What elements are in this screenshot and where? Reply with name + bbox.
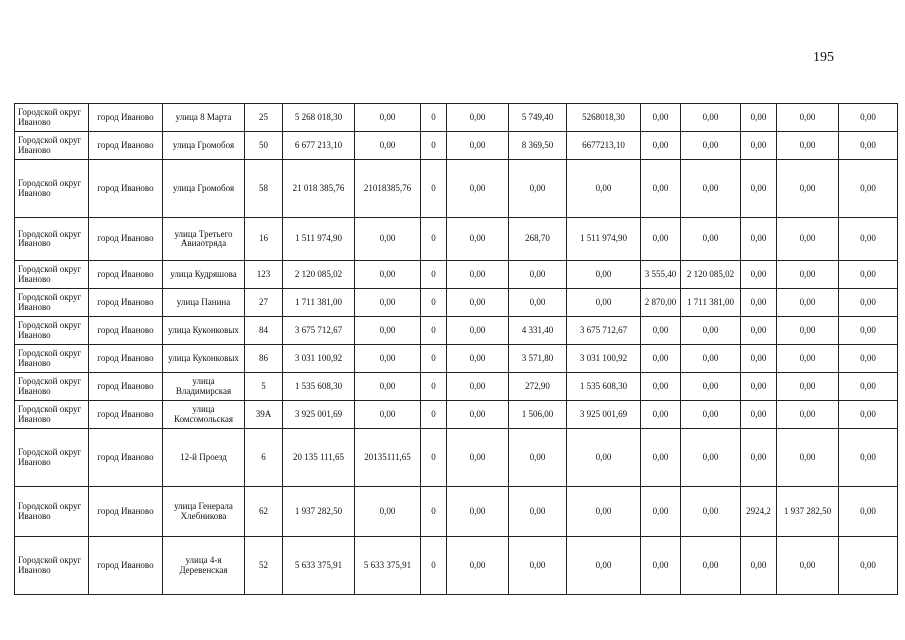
table-cell: 0,00 xyxy=(741,429,777,487)
table-cell: 0,00 xyxy=(355,401,421,429)
table-row xyxy=(15,317,898,345)
table-cell: город Иваново xyxy=(89,289,163,317)
table-cell: 3 031 100,92 xyxy=(567,345,641,373)
table-cell: 0,00 xyxy=(777,345,839,373)
table-cell: 20 135 111,65 xyxy=(283,429,355,487)
table-cell: Городской округ Иваново xyxy=(15,537,89,595)
table-cell: 0,00 xyxy=(355,373,421,401)
table-cell: 0,00 xyxy=(839,132,898,160)
table-cell: 0,00 xyxy=(447,132,509,160)
table-cell: 0,00 xyxy=(355,104,421,132)
table-cell: 0,00 xyxy=(741,289,777,317)
table-cell: 0,00 xyxy=(355,487,421,537)
table-cell: 39А xyxy=(245,401,283,429)
table-cell: 0,00 xyxy=(839,345,898,373)
table-cell: 12-й Проезд xyxy=(163,429,245,487)
table-cell: 0,00 xyxy=(567,487,641,537)
table-cell: 1 535 608,30 xyxy=(567,373,641,401)
table-cell: 0,00 xyxy=(839,487,898,537)
table-cell: 0,00 xyxy=(741,373,777,401)
table-cell: улица Комсомольская xyxy=(163,401,245,429)
data-table xyxy=(14,103,898,595)
table-cell: 0,00 xyxy=(509,289,567,317)
table-cell: улица Громобоя xyxy=(163,160,245,218)
table-cell: 0,00 xyxy=(447,429,509,487)
table-row xyxy=(15,261,898,289)
table-cell: 21 018 385,76 xyxy=(283,160,355,218)
table-cell: 1 511 974,90 xyxy=(283,218,355,261)
table-cell: 0,00 xyxy=(839,429,898,487)
table-cell: 0,00 xyxy=(777,537,839,595)
table-cell: 0,00 xyxy=(567,160,641,218)
table-cell: 0,00 xyxy=(447,104,509,132)
table-cell: 0,00 xyxy=(509,429,567,487)
table-cell: 0,00 xyxy=(447,487,509,537)
table-cell: 1 937 282,50 xyxy=(777,487,839,537)
table-cell: 0,00 xyxy=(681,132,741,160)
table-cell: 2924,2 xyxy=(741,487,777,537)
table-cell: 0 xyxy=(421,317,447,345)
table-cell: 0,00 xyxy=(681,487,741,537)
table-cell: 0,00 xyxy=(641,218,681,261)
table-cell: 0 xyxy=(421,261,447,289)
table-cell: 0,00 xyxy=(355,261,421,289)
table-row xyxy=(15,289,898,317)
table-cell: 0,00 xyxy=(681,537,741,595)
table-cell: 0,00 xyxy=(777,317,839,345)
table-cell: 0,00 xyxy=(447,537,509,595)
table-cell: 0,00 xyxy=(447,373,509,401)
table-cell: город Иваново xyxy=(89,132,163,160)
table-cell: 0,00 xyxy=(741,537,777,595)
table-cell: 0,00 xyxy=(447,261,509,289)
table-cell: улица Третьего Авиаотряда xyxy=(163,218,245,261)
table-cell: 0,00 xyxy=(681,104,741,132)
table-cell: 0,00 xyxy=(447,160,509,218)
table-cell: улица Куконковых xyxy=(163,345,245,373)
table-cell: 0,00 xyxy=(839,401,898,429)
table-cell: 0,00 xyxy=(641,317,681,345)
table-cell: 0,00 xyxy=(777,429,839,487)
table-cell: 0 xyxy=(421,537,447,595)
table-cell: 0,00 xyxy=(509,160,567,218)
table-row xyxy=(15,537,898,595)
table-cell: 3 555,40 xyxy=(641,261,681,289)
table-cell: 27 xyxy=(245,289,283,317)
table-cell: 0,00 xyxy=(741,104,777,132)
table-row xyxy=(15,429,898,487)
table-cell: 0,00 xyxy=(567,261,641,289)
table-cell: 0 xyxy=(421,132,447,160)
table-cell: 6677213,10 xyxy=(567,132,641,160)
table-cell: улица Громобоя xyxy=(163,132,245,160)
table-cell: 21018385,76 xyxy=(355,160,421,218)
table-cell: Городской округ Иваново xyxy=(15,487,89,537)
table-cell: 0,00 xyxy=(641,345,681,373)
table-cell: 272,90 xyxy=(509,373,567,401)
table-cell: 62 xyxy=(245,487,283,537)
table-cell: 0,00 xyxy=(839,218,898,261)
table-cell: 0,00 xyxy=(741,261,777,289)
table-cell: 0,00 xyxy=(777,218,839,261)
table-cell: Городской округ Иваново xyxy=(15,401,89,429)
table-row xyxy=(15,104,898,132)
table-cell: 0,00 xyxy=(567,289,641,317)
table-cell: улица 8 Марта xyxy=(163,104,245,132)
table-cell: 0,00 xyxy=(741,345,777,373)
table-cell: 0 xyxy=(421,487,447,537)
table-cell: 3 925 001,69 xyxy=(567,401,641,429)
table-cell: 3 675 712,67 xyxy=(283,317,355,345)
table-cell: город Иваново xyxy=(89,373,163,401)
table-cell: 20135111,65 xyxy=(355,429,421,487)
table-cell: 0 xyxy=(421,160,447,218)
table-cell: 5268018,30 xyxy=(567,104,641,132)
table-cell: Городской округ Иваново xyxy=(15,104,89,132)
table-cell: 0,00 xyxy=(447,218,509,261)
table-cell: 2 870,00 xyxy=(641,289,681,317)
table-cell: 0,00 xyxy=(355,132,421,160)
table-cell: 84 xyxy=(245,317,283,345)
table-cell: 0,00 xyxy=(777,289,839,317)
table-cell: 0,00 xyxy=(839,317,898,345)
table-cell: 0,00 xyxy=(839,160,898,218)
table-cell: улица Генерала Хлебникова xyxy=(163,487,245,537)
table-cell: 52 xyxy=(245,537,283,595)
table-cell: 0,00 xyxy=(509,261,567,289)
table-cell: город Иваново xyxy=(89,218,163,261)
table-cell: Городской округ Иваново xyxy=(15,132,89,160)
table-cell: 123 xyxy=(245,261,283,289)
table-cell: 2 120 085,02 xyxy=(681,261,741,289)
table-cell: 1 535 608,30 xyxy=(283,373,355,401)
table-cell: 5 xyxy=(245,373,283,401)
table-cell: город Иваново xyxy=(89,160,163,218)
table-cell: 0,00 xyxy=(355,289,421,317)
table-cell: 0,00 xyxy=(741,317,777,345)
table-cell: 0,00 xyxy=(447,345,509,373)
table-cell: 0 xyxy=(421,218,447,261)
table-cell: город Иваново xyxy=(89,487,163,537)
table-cell: 0 xyxy=(421,373,447,401)
table-cell: 0,00 xyxy=(777,401,839,429)
table-cell: 0,00 xyxy=(641,487,681,537)
table-cell: 0,00 xyxy=(681,218,741,261)
table-cell: 0 xyxy=(421,345,447,373)
table-cell: 0,00 xyxy=(681,373,741,401)
table-cell: 0,00 xyxy=(355,317,421,345)
table-cell: 0 xyxy=(421,289,447,317)
table-cell: 0,00 xyxy=(641,373,681,401)
table-row xyxy=(15,132,898,160)
table-cell: Городской округ Иваново xyxy=(15,261,89,289)
table-cell: 0,00 xyxy=(447,317,509,345)
table-cell: 0,00 xyxy=(509,487,567,537)
table-cell: 0,00 xyxy=(741,132,777,160)
table-cell: 1 711 381,00 xyxy=(681,289,741,317)
table-row xyxy=(15,160,898,218)
table-cell: 0,00 xyxy=(741,160,777,218)
table-cell: 5 268 018,30 xyxy=(283,104,355,132)
table-cell: 0,00 xyxy=(839,537,898,595)
table-cell: город Иваново xyxy=(89,429,163,487)
table-cell: 1 937 282,50 xyxy=(283,487,355,537)
table-cell: 3 675 712,67 xyxy=(567,317,641,345)
table-cell: 0 xyxy=(421,429,447,487)
table-cell: 0,00 xyxy=(641,429,681,487)
table-cell: Городской округ Иваново xyxy=(15,218,89,261)
table-cell: 6 xyxy=(245,429,283,487)
table-cell: город Иваново xyxy=(89,345,163,373)
table-cell: 0,00 xyxy=(777,261,839,289)
table-cell: 268,70 xyxy=(509,218,567,261)
table-cell: город Иваново xyxy=(89,104,163,132)
table-cell: Городской округ Иваново xyxy=(15,373,89,401)
table-cell: 2 120 085,02 xyxy=(283,261,355,289)
table-cell: 1 511 974,90 xyxy=(567,218,641,261)
table-cell: 0,00 xyxy=(681,317,741,345)
table-cell: 0,00 xyxy=(447,401,509,429)
table-cell: 0,00 xyxy=(777,104,839,132)
table-cell: 0,00 xyxy=(741,218,777,261)
table-cell: город Иваново xyxy=(89,537,163,595)
table-cell: город Иваново xyxy=(89,401,163,429)
table-cell: 0,00 xyxy=(355,218,421,261)
table-cell: 1 711 381,00 xyxy=(283,289,355,317)
table-cell: 50 xyxy=(245,132,283,160)
table-cell: 3 031 100,92 xyxy=(283,345,355,373)
table-cell: 0,00 xyxy=(681,429,741,487)
table-cell: улица Владимирская xyxy=(163,373,245,401)
table-cell: Городской округ Иваново xyxy=(15,345,89,373)
table-cell: 0,00 xyxy=(567,537,641,595)
table-cell: 0,00 xyxy=(839,373,898,401)
table-cell: 0,00 xyxy=(741,401,777,429)
table-cell: 1 506,00 xyxy=(509,401,567,429)
table-cell: 0,00 xyxy=(447,289,509,317)
table-row xyxy=(15,373,898,401)
table-cell: 58 xyxy=(245,160,283,218)
table-row xyxy=(15,345,898,373)
table-cell: 0,00 xyxy=(839,289,898,317)
table-cell: 0,00 xyxy=(777,160,839,218)
table-row xyxy=(15,401,898,429)
page-number: 195 xyxy=(813,50,834,65)
table-cell: 0,00 xyxy=(681,401,741,429)
table-cell: 25 xyxy=(245,104,283,132)
table-cell: 0,00 xyxy=(641,537,681,595)
table-cell: 0,00 xyxy=(839,261,898,289)
table-cell: 4 331,40 xyxy=(509,317,567,345)
table-cell: 3 571,80 xyxy=(509,345,567,373)
table-cell: город Иваново xyxy=(89,261,163,289)
table-cell: 0,00 xyxy=(641,401,681,429)
table-cell: 16 xyxy=(245,218,283,261)
table-cell: улица 4-я Деревенская xyxy=(163,537,245,595)
table-cell: 5 633 375,91 xyxy=(355,537,421,595)
table-cell: 0,00 xyxy=(641,132,681,160)
table-cell: 0 xyxy=(421,104,447,132)
table-cell: 8 369,50 xyxy=(509,132,567,160)
table-cell: Городской округ Иваново xyxy=(15,429,89,487)
table-cell: 5 749,40 xyxy=(509,104,567,132)
table-cell: 0,00 xyxy=(681,345,741,373)
table-cell: 5 633 375,91 xyxy=(283,537,355,595)
table-cell: 0,00 xyxy=(641,160,681,218)
table-cell: улица Куконковых xyxy=(163,317,245,345)
table-cell: город Иваново xyxy=(89,317,163,345)
table-cell: 0,00 xyxy=(777,373,839,401)
table-cell: улица Кудряшова xyxy=(163,261,245,289)
table-row xyxy=(15,487,898,537)
table-cell: Городской округ Иваново xyxy=(15,160,89,218)
table-cell: 0,00 xyxy=(839,104,898,132)
table-cell: 86 xyxy=(245,345,283,373)
table-cell: 0,00 xyxy=(641,104,681,132)
table-cell: 0,00 xyxy=(355,345,421,373)
table-cell: 0,00 xyxy=(777,132,839,160)
table-cell: 0,00 xyxy=(681,160,741,218)
table-cell: Городской округ Иваново xyxy=(15,289,89,317)
table-row xyxy=(15,218,898,261)
table-cell: 0,00 xyxy=(567,429,641,487)
table-cell: 3 925 001,69 xyxy=(283,401,355,429)
table-cell: улица Панина xyxy=(163,289,245,317)
table-cell: 6 677 213,10 xyxy=(283,132,355,160)
table-cell: 0,00 xyxy=(509,537,567,595)
table-cell: 0 xyxy=(421,401,447,429)
table-cell: Городской округ Иваново xyxy=(15,317,89,345)
